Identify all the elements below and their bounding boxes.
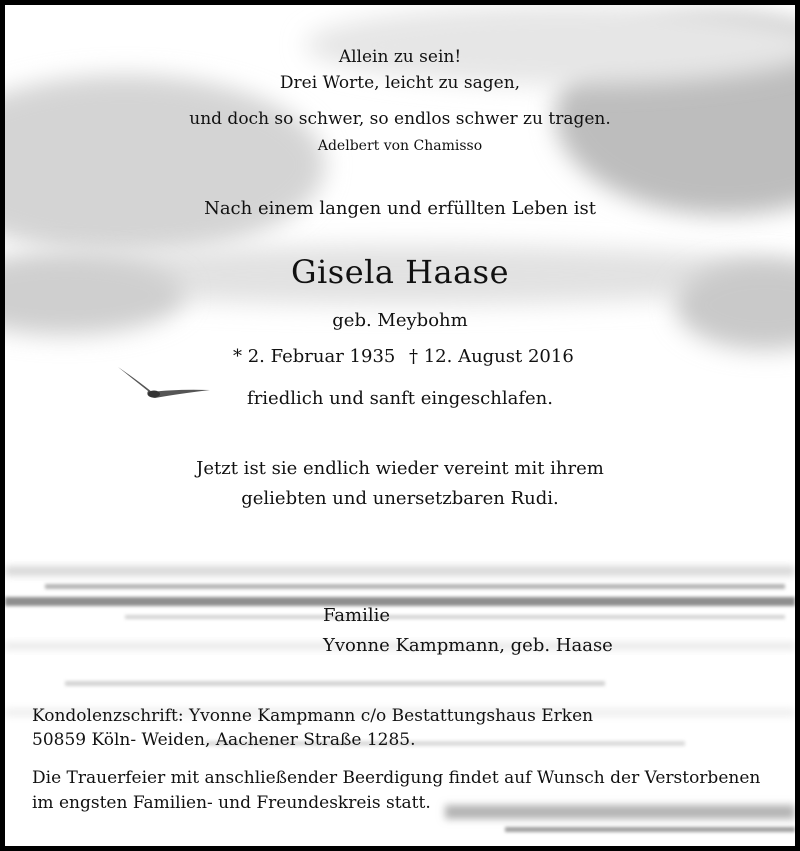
passing-text: friedlich und sanft eingeschlafen.: [247, 388, 553, 409]
condolence-line: Kondolenzschrift: Yvonne Kampmann c/o Bestattungshaus Erken: [32, 706, 594, 726]
birth-date: * 2. Februar 1935: [233, 346, 396, 367]
quote-line: Drei Worte, leicht zu sagen,: [279, 73, 521, 93]
funeral-note-line: Die Trauerfeier mit anschließender Beerdigung findet auf Wunsch der Verstorbenen: [32, 768, 761, 788]
mourners-names: Yvonne Kampmann, geb. Haase: [323, 635, 613, 656]
wave-line: [5, 567, 795, 575]
cloud-left: [5, 75, 325, 255]
wave-line: [445, 805, 795, 819]
wave-line: [65, 681, 605, 686]
condolence-line: 50859 Köln- Weiden, Aachener Straße 1285.: [32, 730, 416, 750]
wave-line: [45, 584, 785, 589]
reunion-line: geliebten und unersetzbaren Rudi.: [241, 488, 559, 509]
death-date: † 12. August 2016: [409, 346, 574, 367]
quote-author: Adelbert von Chamisso: [317, 138, 483, 154]
wave-line: [505, 827, 795, 832]
wave-line: [125, 615, 785, 619]
wave-line: [5, 597, 795, 606]
reunion-line: Jetzt ist sie endlich wieder vereint mit ihrem: [196, 458, 604, 479]
quote-line: Allein zu sein!: [338, 47, 462, 67]
funeral-note-line: im engsten Familien- und Freundeskreis statt.: [32, 793, 431, 813]
intro-text: Nach einem langen und erfüllten Leben ist: [204, 198, 596, 219]
maiden-name: geb. Meybohm: [332, 310, 468, 331]
mourners-label: Familie: [323, 605, 390, 626]
quote-line: und doch so schwer, so endlos schwer zu tragen.: [189, 109, 611, 129]
deceased-name: Gisela Haase: [290, 253, 510, 291]
